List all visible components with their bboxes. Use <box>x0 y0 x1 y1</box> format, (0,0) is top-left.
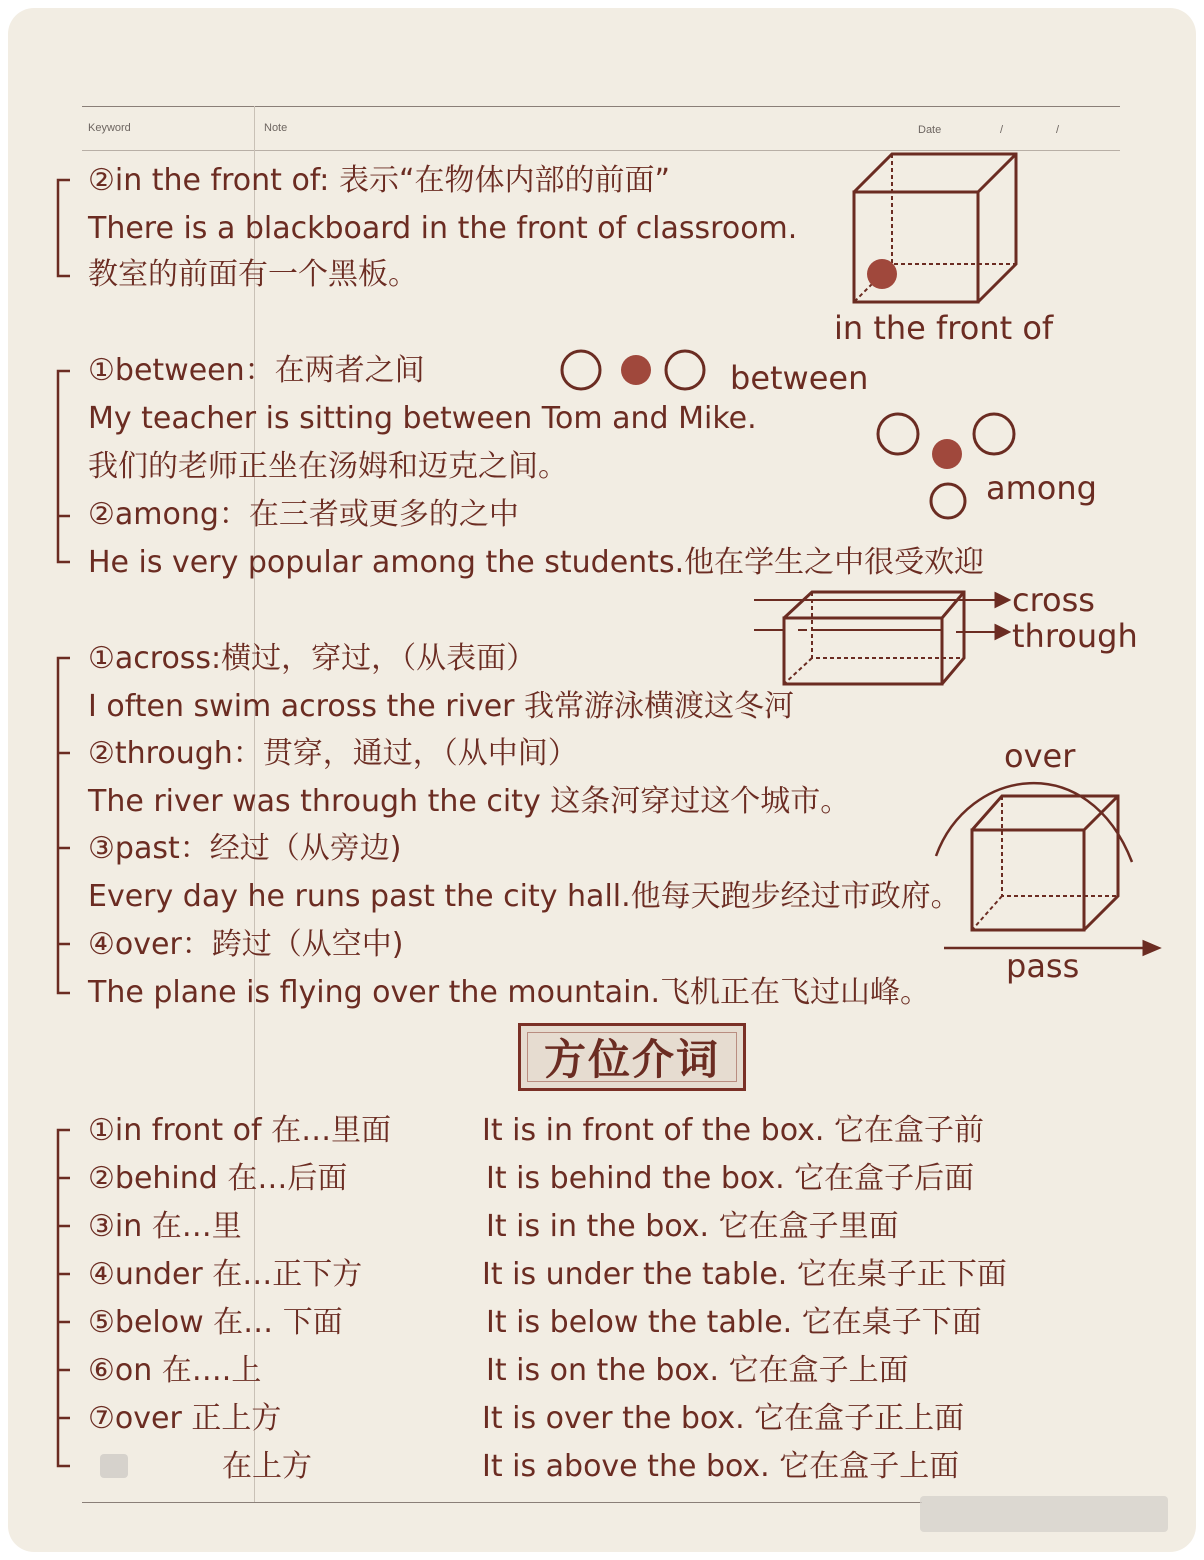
front-of-heading: ②in the front of: 表示“在物体内部的前面” <box>88 163 671 198</box>
preposition-term: ②behind 在…后面 <box>88 1161 348 1196</box>
preposition-term: 在上方 <box>222 1449 312 1484</box>
preposition-example: It is in the box. 它在盒子里面 <box>486 1209 899 1244</box>
date-separator: / <box>1000 124 1004 136</box>
preposition-example: It is over the box. 它在盒子正上面 <box>482 1401 965 1436</box>
preposition-term: ⑥on 在….上 <box>88 1353 262 1388</box>
bracket-across <box>58 658 70 993</box>
front-of-figure-label: in the front of <box>834 309 1054 347</box>
preposition-example: It is in front of the box. 它在盒子前 <box>482 1113 984 1148</box>
bracket-front-of <box>58 180 70 276</box>
over-pass-box-icon <box>936 783 1158 954</box>
among-figure-label: among <box>986 469 1097 507</box>
notebook-page <box>8 8 1196 1552</box>
between-example-zh: 我们的老师正坐在汤姆和迈克之间。 <box>88 449 568 484</box>
between-circles-icon <box>562 351 704 389</box>
through-example: The river was through the city 这条河穿过这个城市。 <box>88 784 851 819</box>
front-dot-icon <box>867 259 897 289</box>
preposition-example: It is below the table. 它在桌子下面 <box>486 1305 982 1340</box>
date-separator: / <box>1056 124 1060 136</box>
obscured-number-mark <box>100 1454 128 1478</box>
preposition-example: It is behind the box. 它在盒子后面 <box>486 1161 975 1196</box>
among-example: He is very popular among the students.他在学生之中很受欢迎 <box>88 545 985 580</box>
front-of-example-en: There is a blackboard in the front of classroom. <box>88 211 798 246</box>
section-title-box <box>518 1023 746 1091</box>
cross-figure-label: cross <box>1012 581 1095 619</box>
between-figure-label: between <box>730 359 869 397</box>
preposition-example: It is under the table. 它在桌子正下面 <box>482 1257 1007 1292</box>
preposition-term: ⑦over 正上方 <box>88 1401 282 1436</box>
preposition-term: ⑤below 在… 下面 <box>88 1305 343 1340</box>
across-through-box-icon <box>754 592 1008 684</box>
keyword-label: Keyword <box>88 122 131 134</box>
pass-figure-label: pass <box>1006 947 1080 985</box>
preposition-term: ①in front of 在…里面 <box>88 1113 392 1148</box>
across-example: I often swim across the river 我常游泳横渡这冬河 <box>88 689 795 724</box>
date-label: Date <box>918 124 942 136</box>
blurred-watermark <box>920 1496 1168 1532</box>
note-label: Note <box>264 122 288 134</box>
section-title: 方位介词 <box>543 1035 720 1084</box>
preposition-example: It is on the box. 它在盒子上面 <box>486 1353 909 1388</box>
bracket-prepositions <box>58 1130 70 1466</box>
past-heading: ③past：经过（从旁边) <box>88 831 402 866</box>
across-heading: ①across:横过，穿过，（从表面） <box>88 641 537 676</box>
section-title-frame <box>527 1032 737 1082</box>
front-of-example-zh: 教室的前面有一个黑板。 <box>88 257 418 292</box>
over-figure-label: over <box>1004 737 1076 775</box>
through-heading: ②through：贯穿，通过，（从中间） <box>88 736 578 771</box>
preposition-term: ④under 在…正下方 <box>88 1257 363 1292</box>
over-heading: ④over：跨过（从空中) <box>88 927 404 962</box>
bracket-between-among <box>58 371 70 562</box>
past-example: Every day he runs past the city hall.他每天跑步经过市政府。 <box>88 879 961 914</box>
between-example-en: My teacher is sitting between Tom and Mike. <box>88 401 757 436</box>
among-heading: ②among：在三者或更多的之中 <box>88 497 519 532</box>
preposition-term: ③in 在…里 <box>88 1209 242 1244</box>
through-figure-label: through <box>1012 617 1138 655</box>
over-example: The plane is flying over the mountain.飞机正在飞过山峰。 <box>88 975 931 1010</box>
preposition-example: It is above the box. 它在盒子上面 <box>482 1449 960 1484</box>
between-heading: ①between：在两者之间 <box>88 353 425 388</box>
